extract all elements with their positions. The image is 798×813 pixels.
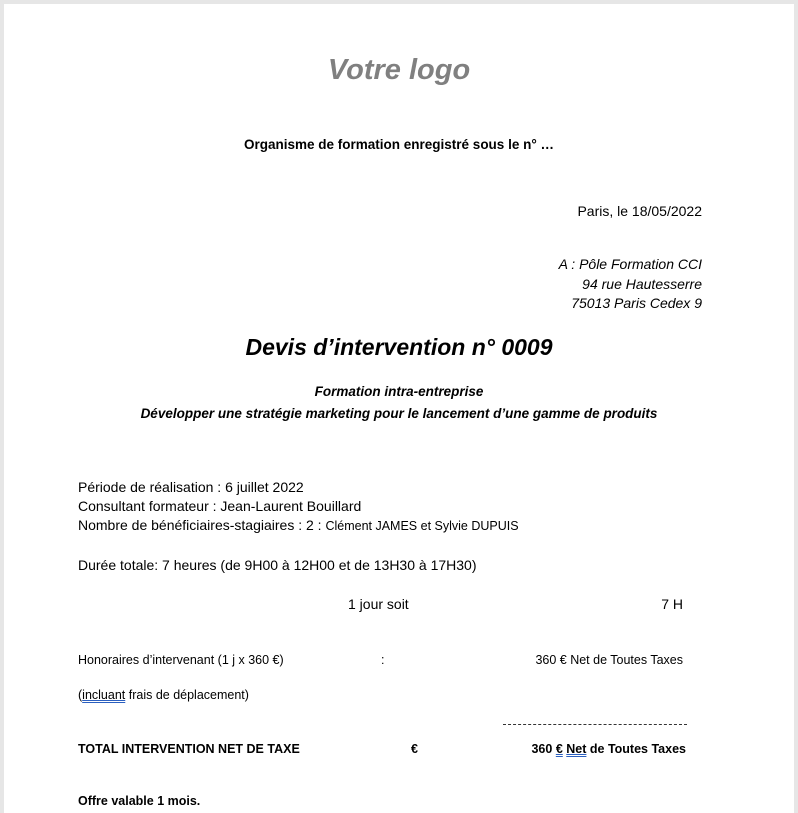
periode-line: Période de réalisation : 6 juillet 2022 [78,479,304,495]
jour-label: 1 jour soit [348,596,409,612]
total-amount [531,742,686,756]
consultant-line: Consultant formateur : Jean-Laurent Bouillard [78,498,362,514]
logo-placeholder: Votre logo [327,54,471,86]
subtitle-formation: Formation intra-entreprise [314,384,484,399]
total-amount-euro: € [555,742,563,756]
heures-value: 7 H [661,596,683,612]
recipient-line-3: 75013 Paris Cedex 9 [571,295,702,311]
deplacement-word: incluant [82,688,126,702]
recipient-line-1: A : Pôle Formation CCI [558,256,702,272]
total-separator [503,724,687,725]
subtitle-theme: Développer une stratégie marketing pour le lancement d’une gamme de produits [140,406,658,421]
honoraires-label: Honoraires d’intervenant (1 j x 360 €) [78,653,284,667]
total-currency: € [411,742,418,756]
organisme-line: Organisme de formation enregistré sous le n° … [244,137,554,152]
total-amount-net: Net [566,742,587,756]
honoraires-amount: 360 € Net de Toutes Taxes [535,653,683,667]
honoraires-colon: : [381,653,385,667]
beneficiaires-line [78,517,519,533]
deplacement-rest: frais de déplacement) [125,688,249,702]
recipient-line-2: 94 rue Hautesserre [582,276,702,292]
total-amount-num: 360 [531,742,556,756]
total-label: TOTAL INTERVENTION NET DE TAXE [78,742,300,756]
beneficiaires-names: Clément JAMES et Sylvie DUPUIS [325,519,519,533]
page-edge [0,0,798,4]
beneficiaires-label: Nombre de bénéficiaires-stagiaires : 2 : [78,517,326,533]
offre-line: Offre valable 1 mois. [78,794,201,808]
deplacement-open: ( [78,688,83,702]
date-line: Paris, le 18/05/2022 [577,203,702,219]
total-amount-rest: de Toutes Taxes [586,742,686,756]
document-title: Devis d’intervention n° 0009 [245,334,553,360]
duree-line: Durée totale: 7 heures (de 9H00 à 12H00 et de 13H30 à 17H30) [78,557,477,573]
deplacement-note [78,688,249,702]
